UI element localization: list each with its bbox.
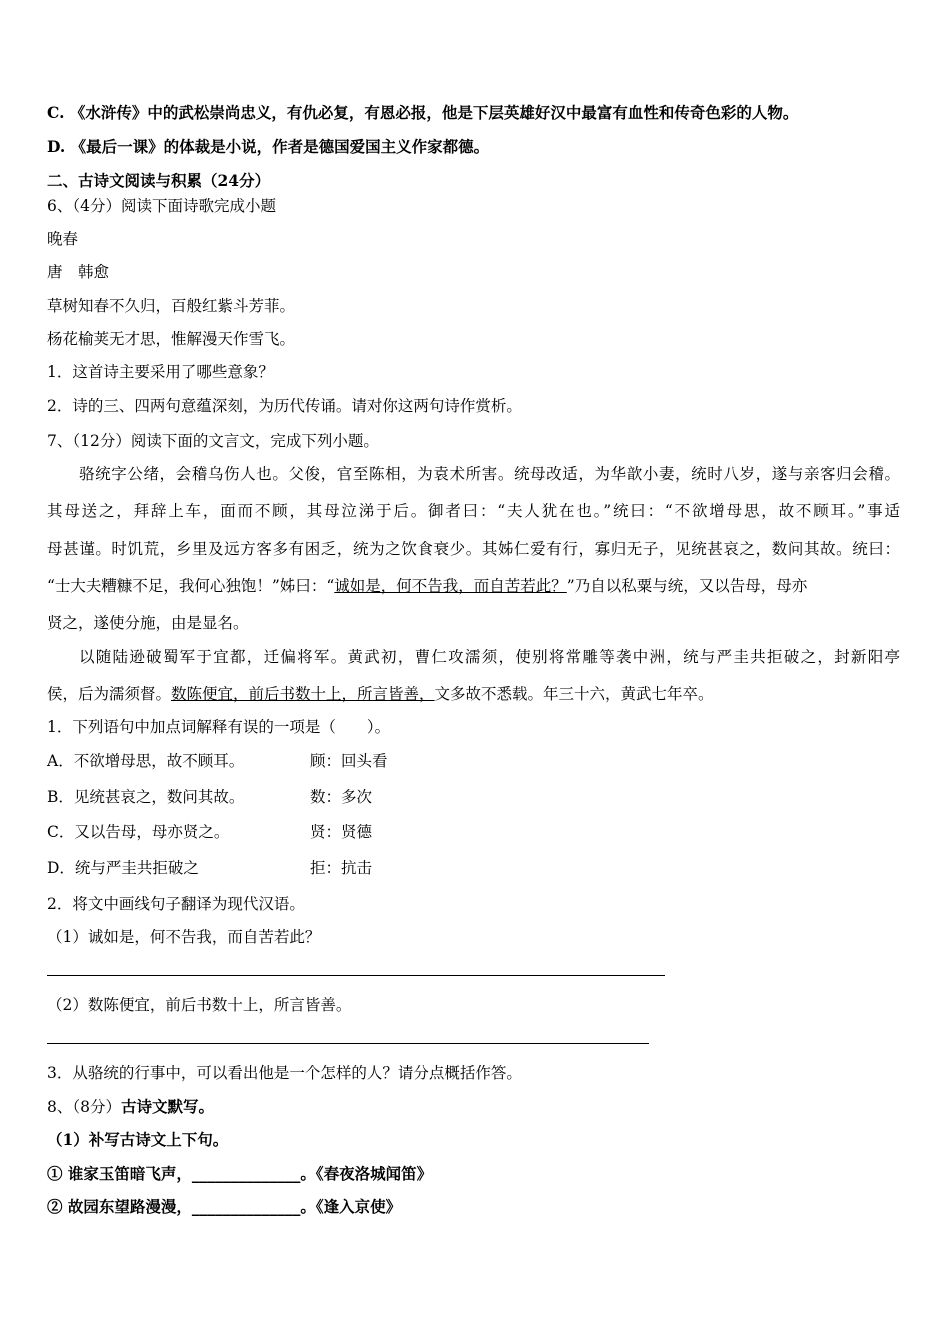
- passage-text: 文多故不悉载。年三十六，黄武七年卒。: [434, 685, 714, 703]
- answer-line: [47, 1043, 649, 1044]
- choice-label: C．又以告母，母亦贤之。: [47, 823, 230, 841]
- answer-line: [47, 975, 665, 976]
- question-8-header: [47, 1097, 214, 1117]
- choice-label: A．不欲增母思，故不顾耳。: [47, 752, 245, 770]
- poem-title: 晚春: [47, 230, 79, 248]
- choice-d: [47, 858, 373, 878]
- question-6-sub-1: 1．这首诗主要采用了哪些意象？: [47, 363, 274, 381]
- poem-line-2: 杨花榆荚无才思，惟解漫天作雪飞。: [47, 330, 296, 348]
- underlined-sentence-2: 数陈便宜，前后书数十上，所言皆善，: [171, 685, 435, 703]
- fill-blank-item-1: ① 谁家玉笛暗飞声，______________。《春夜洛城闻笛》: [47, 1164, 433, 1183]
- choice-gloss: 顾：回头看: [310, 752, 388, 770]
- option-d: D. 《最后一课》的体裁是小说，作者是德国爱国主义作家都德。: [47, 137, 490, 156]
- passage-p2-line-2: [47, 684, 714, 704]
- passage-text: 侯，后为濡须督。: [47, 685, 172, 703]
- choice-c: [47, 822, 373, 842]
- question-7-sub-3: 3．从骆统的行事中，可以看出他是一个怎样的人？请分点概括作答。: [47, 1064, 522, 1082]
- passage-p1-line-4: [47, 576, 807, 596]
- choice-a: [47, 751, 388, 771]
- passage-text: ”乃自以私粟与统，又以告母，母亦: [566, 577, 808, 595]
- choice-label: B．见统甚哀之，数问其故。: [47, 788, 245, 806]
- question-7-sub-1: 1．下列语句中加点词解释有误的一项是（ ）。: [47, 718, 391, 736]
- choice-gloss: 数：多次: [310, 788, 373, 806]
- choice-gloss: 拒：抗击: [310, 859, 373, 877]
- passage-p1-line-1: 骆统字公绪，会稽乌伤人也。父俊，官至陈相，为袁术所害。统母改适，为华歆小妻，统时八岁，遂与亲客归会稽。: [79, 465, 900, 483]
- question-8-score: 8、（8分）: [47, 1098, 121, 1116]
- question-6-header: 6、（4分）阅读下面诗歌完成小题: [47, 197, 276, 215]
- choice-b: [47, 787, 373, 807]
- fill-blank-item-2: ② 故园东望路漫漫，______________。《逢入京使》: [47, 1197, 402, 1216]
- question-7-header: 7、（12分）阅读下面的文言文，完成下列小题。: [47, 432, 379, 450]
- question-7-sub-2: 2．将文中画线句子翻译为现代汉语。: [47, 895, 305, 913]
- passage-text: “士大夫糟糠不足，我何心独饱！”姊曰：“: [47, 577, 335, 595]
- poem-author: 唐 韩愈: [47, 263, 110, 281]
- passage-p1-line-2: 其母送之，拜辞上车，面而不顾，其母泣涕于后。御者曰：“夫人犹在也。”统曰：“不欲增母思，故不顾耳。”事适: [47, 502, 900, 520]
- option-c: C. 《水浒传》中的武松崇尚忠义，有仇必复，有恩必报，他是下层英雄好汉中最富有血性和传奇色彩的人物。: [47, 103, 799, 122]
- question-8-title: 古诗文默写。: [120, 1097, 214, 1116]
- question-6-sub-2: 2．诗的三、四两句意蕴深刻，为历代传诵。请对你这两句诗作赏析。: [47, 397, 522, 415]
- choice-gloss: 贤：贤德: [310, 823, 373, 841]
- translation-item-1: （1）诚如是，何不告我，而自苦若此？: [47, 928, 321, 946]
- underlined-sentence-1: 诚如是，何不告我，而自苦若此？: [334, 577, 567, 595]
- passage-p1-line-3: 母甚谨。时饥荒，乡里及远方客多有困乏，统为之饮食衰少。其姊仁爱有行，寡归无子，见统甚哀之，数问其故。统曰：: [47, 540, 900, 558]
- question-8-sub-1: （1）补写古诗文上下句。: [47, 1130, 229, 1149]
- choice-label: D．统与严圭共拒破之: [47, 859, 199, 877]
- passage-p2-line-1: 以随陆逊破蜀军于宜都，迁偏将军。黄武初，曹仁攻濡须，使别将常雕等袭中洲，统与严圭共拒破之，封新阳亭: [79, 648, 900, 666]
- translation-item-2: （2）数陈便宜，前后书数十上，所言皆善。: [47, 996, 352, 1014]
- passage-p1-line-5: 贤之，遂使分施，由是显名。: [47, 614, 249, 632]
- section-title: 二、古诗文阅读与积累（24分）: [47, 171, 271, 190]
- poem-line-1: 草树知春不久归，百般红紫斗芳菲。: [47, 297, 296, 315]
